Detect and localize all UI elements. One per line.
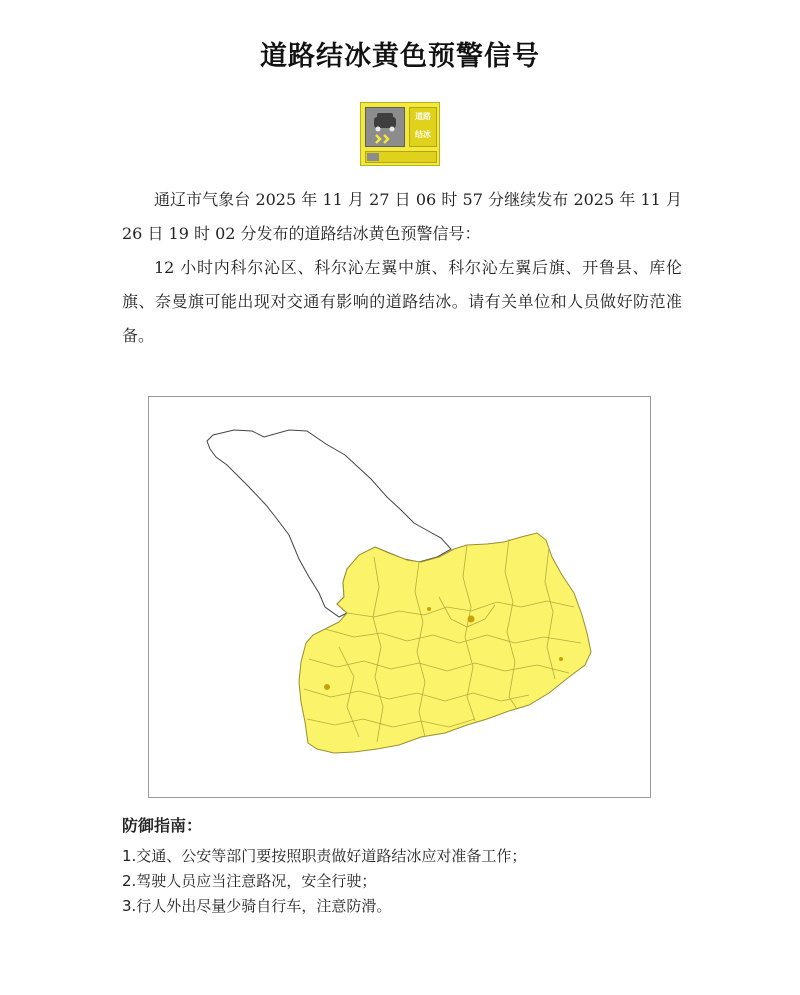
warning-area-map [148,396,651,798]
badge-label-line1: 道路 [415,112,431,121]
badge-footer [365,151,437,163]
road-icing-yellow-warning-icon [365,107,405,147]
badge-label-line2: 结冰 [415,130,431,139]
guide-title: 防御指南： [122,816,203,835]
warning-body [122,183,682,353]
guide-item: 3.行人外出尽量少骑自行车，注意防滑。 [122,897,392,915]
warning-signal-badge [360,102,440,166]
map-graphic [149,397,650,797]
guide-item: 2.驾驶人员应当注意路况，安全行驶； [122,872,377,890]
defense-guide [122,813,702,919]
issue-paragraph: 通辽市气象台 2025 年 11 月 27 日 06 时 57 分继续发布 2025 年 11 月 26 日 19 时 02 分发布的道路结冰黄色预警信号： [122,190,682,243]
badge-footer-mark [367,153,379,161]
area-paragraph: 12 小时内科尔沁区、科尔沁左翼中旗、科尔沁左翼后旗、开鲁县、库伦旗、奈曼旗可能出现对交通有影响的道路结冰。请有关单位和人员做好防范准备。 [122,258,682,345]
guide-item: 1.交通、公安等部门要按照职责做好道路结冰应对准备工作； [122,847,527,865]
badge-label [409,107,437,147]
page-title: 道路结冰黄色预警信号 [260,41,540,72]
